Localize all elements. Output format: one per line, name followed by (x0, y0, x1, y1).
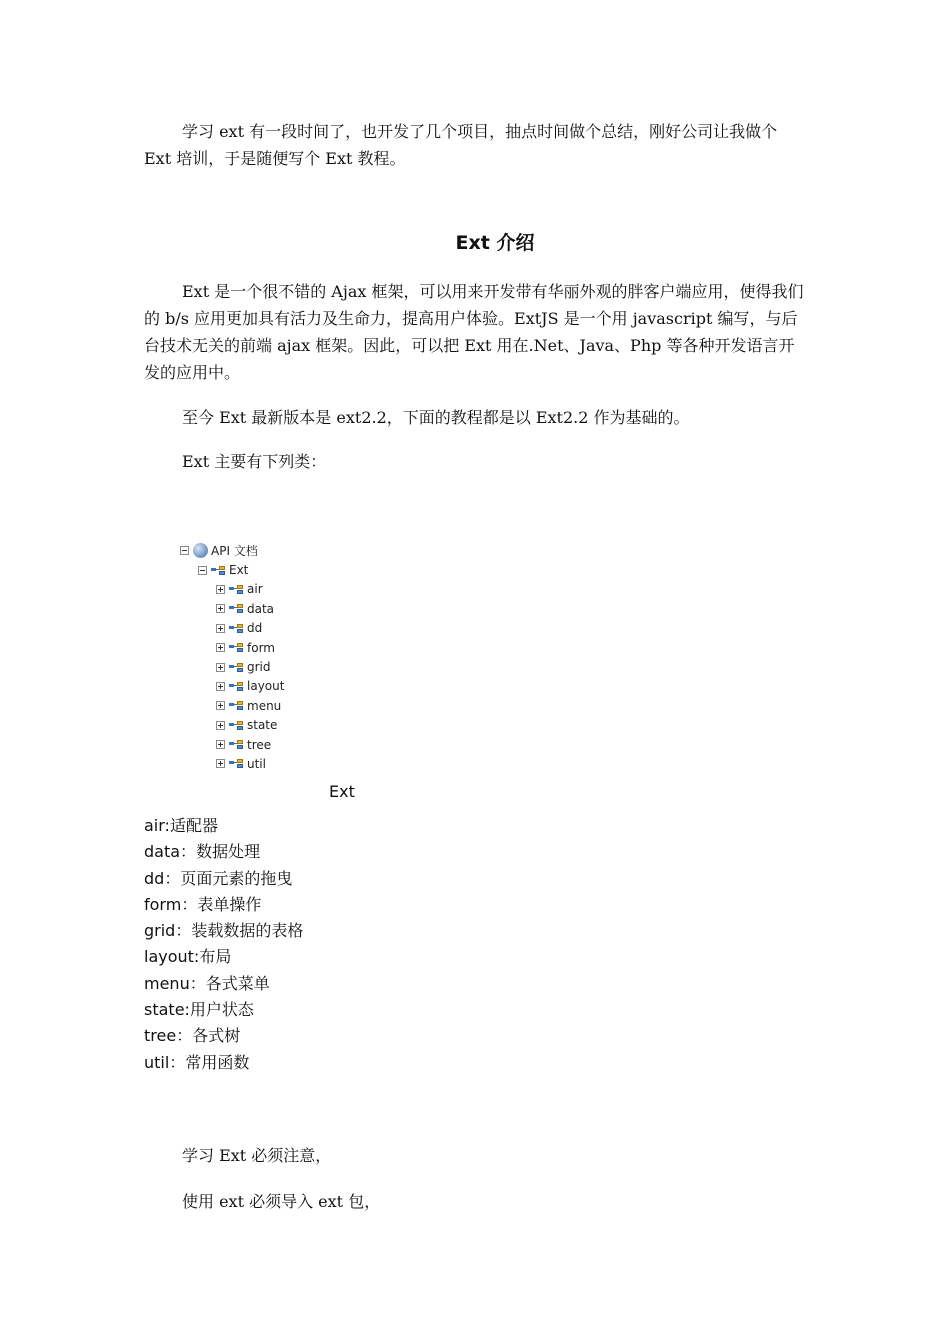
tree-node-util (180, 754, 310, 773)
api-doc-icon (193, 543, 208, 558)
expand-icon (216, 740, 225, 749)
expand-icon (216, 721, 225, 730)
tree-node-label: tree (247, 737, 272, 752)
class-description: 装载数据的表格 (191, 921, 304, 941)
expand-icon (216, 682, 225, 691)
version-paragraph: 至今 Ext 最新版本是 ext2.2，下面的教程都是以 Ext2.2 作为基础的。 (182, 408, 690, 427)
tree-node-label: menu (247, 698, 282, 713)
tree-node-label: grid (247, 660, 271, 675)
collapse-icon (180, 546, 189, 555)
tree-node-label: form (247, 640, 275, 655)
class-description: 适配器 (169, 816, 218, 835)
package-icon (211, 565, 226, 576)
class-name: state (144, 1000, 185, 1020)
class-name: grid (144, 921, 176, 941)
package-icon (229, 758, 244, 769)
tree-node-menu (180, 696, 310, 715)
separator: ： (181, 894, 198, 914)
list-item (144, 866, 303, 892)
list-item (144, 944, 303, 970)
class-name: data (144, 842, 181, 862)
collapse-icon (198, 566, 207, 575)
separator: ： (175, 921, 192, 941)
class-description-list (144, 813, 303, 1076)
class-description: 用户状态 (189, 1000, 254, 1020)
tree-node-state (180, 716, 310, 735)
class-name: util (144, 1052, 170, 1072)
api-tree-figure (180, 541, 310, 774)
tree-node-label: Ext (229, 563, 249, 578)
tree-node-form (180, 638, 310, 657)
tree-node-ext (180, 560, 310, 579)
tree-node-air (180, 580, 310, 599)
separator: : (184, 1000, 190, 1020)
tree-node-label: state (247, 718, 278, 733)
expand-icon (216, 663, 225, 672)
package-icon (229, 642, 244, 653)
package-icon (229, 603, 244, 614)
intro-paragraph: 学习 ext 有一段时间了，也开发了几个项目，抽点时间做个总结，刚好公司让我做个 Ext 培训，于是随便写个 Ext 教程。 (144, 122, 778, 168)
tree-node-label: dd (247, 621, 263, 636)
class-description: 各式树 (192, 1026, 241, 1046)
class-description: 布局 (199, 947, 232, 967)
class-description: 各式菜单 (205, 973, 270, 993)
section-title: Ext 介绍 (455, 232, 535, 254)
package-icon (229, 681, 244, 692)
package-icon (229, 623, 244, 634)
ext-intro-paragraph: Ext 是一个很不错的 Ajax 框架，可以用来开发带有华丽外观的胖客户端应用，使得我们的 b/s 应用更加具有活力及生命力，提高用户体验。ExtJS 是一个用 javascript 编写，与后台技术无关的前端 ajax 框架。因此，可以把 Ext 用在.Net、Java、Php 等各种开发语言开发的应用中。 (144, 282, 804, 382)
tree-node-data (180, 599, 310, 618)
list-item (144, 1050, 303, 1076)
package-icon (229, 662, 244, 673)
class-name: dd (144, 868, 165, 888)
expand-icon (216, 759, 225, 768)
list-item (144, 1023, 303, 1049)
list-item (144, 839, 303, 865)
separator: ： (180, 842, 197, 862)
class-description: 数据处理 (196, 842, 261, 862)
separator: ： (169, 1052, 186, 1072)
package-icon (229, 720, 244, 731)
expand-icon (216, 701, 225, 710)
package-icon (229, 739, 244, 750)
class-name: tree (144, 1026, 177, 1046)
tree-node-label: layout (247, 679, 285, 694)
separator: ： (176, 1026, 193, 1046)
class-description: 表单操作 (197, 894, 262, 914)
tree-node-label: data (247, 601, 275, 616)
tree-node-label: util (247, 756, 266, 771)
class-name: menu (144, 973, 190, 993)
tree-node-label: air (247, 582, 263, 597)
expand-icon (216, 585, 225, 594)
list-item (144, 918, 303, 944)
tree-node-layout (180, 677, 310, 696)
class-description: 常用函数 (185, 1052, 250, 1072)
expand-icon (216, 604, 225, 613)
separator: : (193, 947, 200, 967)
expand-icon (216, 643, 225, 652)
tree-node-tree (180, 735, 310, 754)
separator: ： (189, 973, 206, 993)
class-name: form (144, 894, 182, 914)
separator: ： (164, 868, 181, 888)
list-item (144, 813, 303, 839)
tree-node-root (180, 541, 310, 560)
tree-node-dd (180, 619, 310, 638)
expand-icon (216, 624, 225, 633)
tree-node-grid (180, 657, 310, 676)
list-item (144, 971, 303, 997)
tree-node-label: API 文档 (211, 544, 258, 559)
import-paragraph: 使用 ext 必须导入 ext 包， (182, 1192, 381, 1211)
package-icon (229, 700, 244, 711)
class-name: air (144, 816, 165, 835)
note-paragraph: 学习 Ext 必须注意， (182, 1146, 332, 1165)
class-list-intro: Ext 主要有下列类： (182, 452, 327, 471)
figure-caption: Ext (329, 782, 355, 801)
class-name: layout (144, 947, 194, 967)
list-item (144, 997, 303, 1023)
class-description: 页面元素的拖曳 (180, 868, 293, 888)
separator: : (164, 816, 170, 835)
list-item (144, 892, 303, 918)
package-icon (229, 584, 244, 595)
